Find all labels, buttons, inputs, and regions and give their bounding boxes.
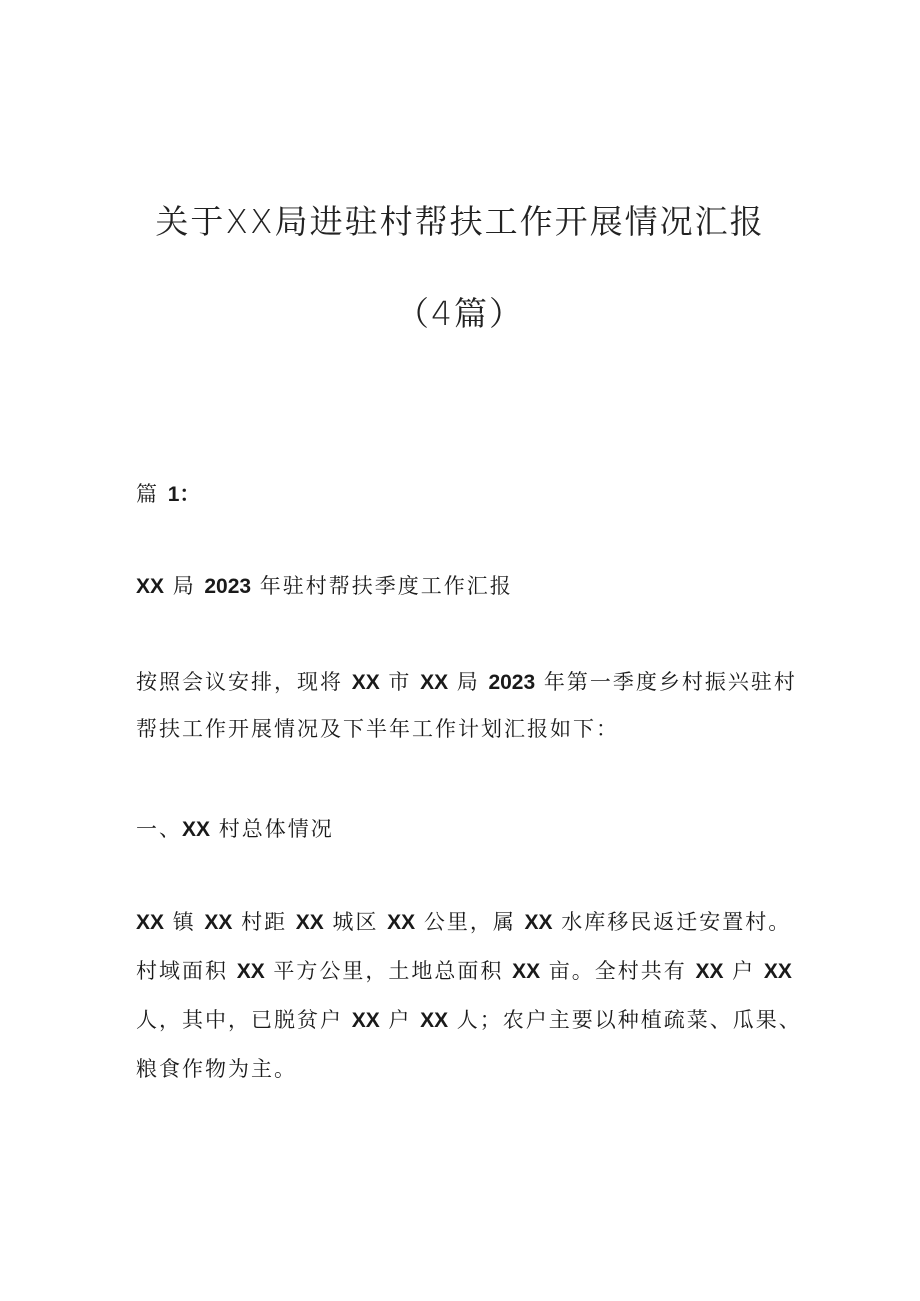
paragraph-line-2	[136, 955, 792, 985]
chapter-heading-number: 1：	[167, 483, 201, 506]
para-seg: 人，其中，已脱贫户	[136, 1008, 352, 1032]
para-seg: 人；农户主要以种植疏菜、瓜果、	[448, 1008, 802, 1032]
para-seg: 村域面积	[136, 959, 237, 983]
para-seg: XX	[695, 960, 724, 983]
subtitle-seg: XX	[136, 575, 165, 598]
para-seg: XX	[136, 911, 165, 934]
intro-line-1	[136, 666, 797, 696]
section-title-seg: XX	[182, 818, 211, 841]
para-seg: XX	[524, 911, 553, 934]
document-title-count: （4篇）	[396, 294, 524, 333]
chapter-heading-prefix: 篇	[136, 482, 168, 506]
para-seg: XX	[387, 911, 416, 934]
subtitle-seg: 局	[164, 574, 205, 598]
para-seg: XX	[351, 1009, 380, 1032]
paragraph-line-3	[136, 1004, 802, 1034]
paragraph-line-1	[136, 906, 791, 936]
para-seg: 亩。全村共有	[540, 959, 696, 983]
subtitle-seg: 年驻村帮扶季度工作汇报	[251, 574, 513, 598]
intro-seg: 年第一季度乡村振兴驻村	[535, 670, 797, 694]
paragraph-line-4: 粮食作物为主。	[136, 1057, 297, 1081]
intro-seg: 局	[448, 670, 489, 694]
para-seg: 公里，属	[415, 910, 525, 934]
para-seg: XX	[295, 911, 324, 934]
para-seg: XX	[236, 960, 265, 983]
para-seg: XX	[763, 960, 792, 983]
subtitle-seg: 2023	[204, 575, 252, 598]
para-seg: XX	[512, 960, 541, 983]
intro-seg: 市	[379, 670, 421, 694]
section-title-seg: 一、	[136, 817, 182, 841]
intro-line-2: 帮扶工作开展情况及下半年工作计划汇报如下：	[136, 717, 619, 741]
intro-seg: 按照会议安排，现将	[136, 670, 352, 694]
para-seg: XX	[420, 1009, 449, 1032]
document-title: 关于XX局进驻村帮扶工作开展情况汇报	[155, 202, 765, 241]
para-seg: 户	[723, 959, 764, 983]
para-seg: XX	[204, 911, 233, 934]
para-seg: 村距	[232, 910, 296, 934]
section-title-seg: 村总体情况	[210, 817, 334, 841]
intro-seg: 2023	[488, 671, 536, 694]
para-seg: 户	[379, 1008, 421, 1032]
para-seg: 城区	[323, 910, 388, 934]
chapter-heading	[136, 478, 200, 508]
para-seg: 镇	[164, 910, 205, 934]
intro-seg: XX	[351, 671, 380, 694]
para-seg: 平方公里，土地总面积	[264, 959, 513, 983]
report-subtitle	[136, 570, 513, 600]
section-title	[136, 813, 334, 843]
para-seg: 水库移民返迁安置村。	[552, 910, 792, 934]
intro-seg: XX	[420, 671, 449, 694]
